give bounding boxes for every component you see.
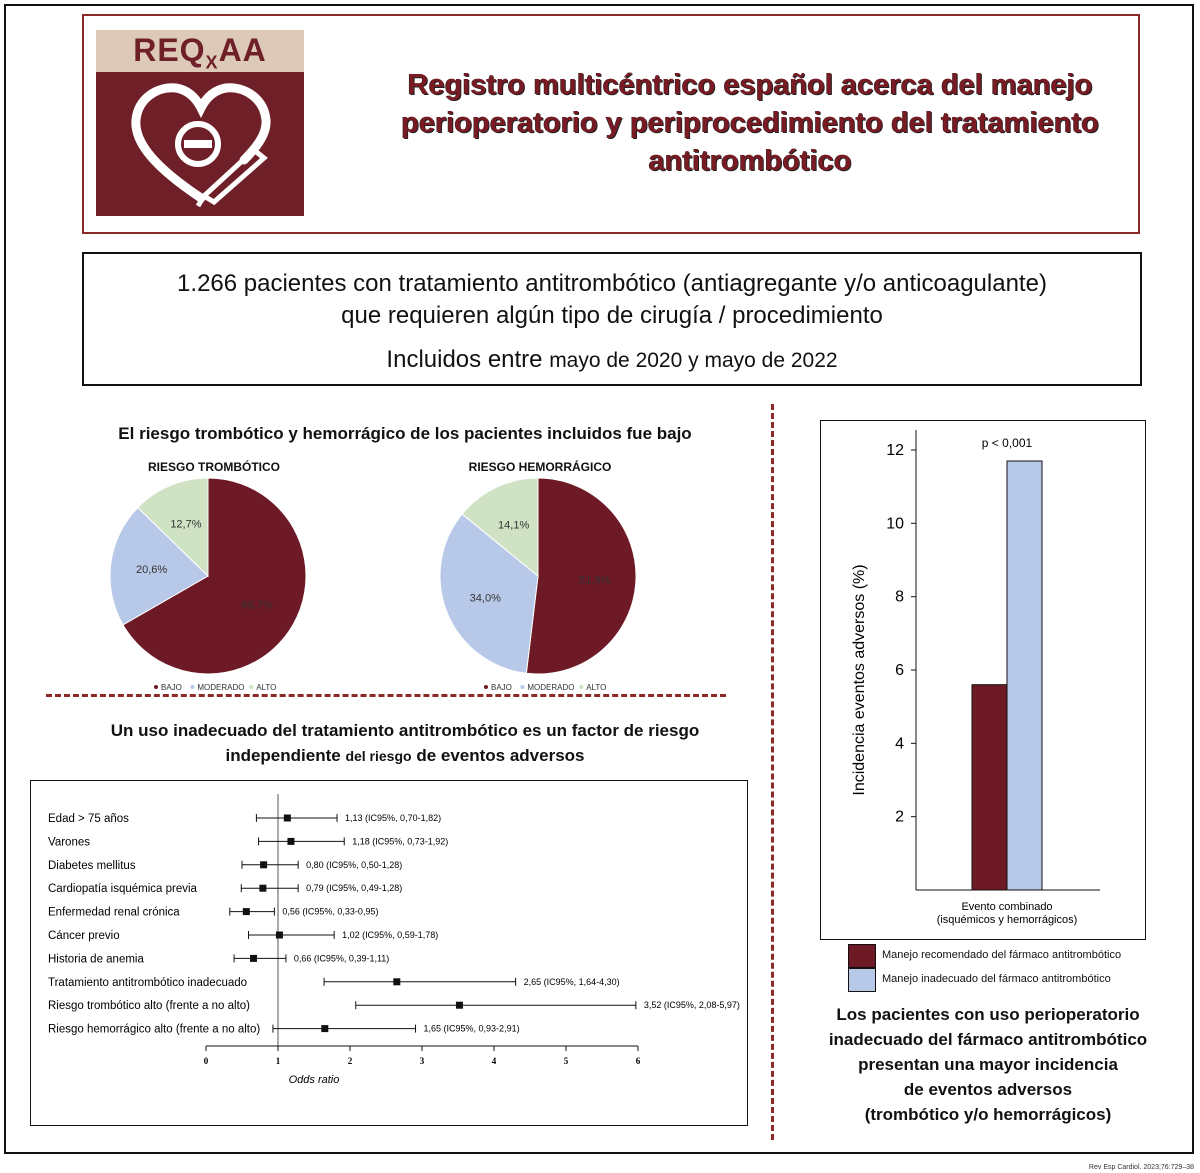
point-estimate	[284, 815, 291, 822]
point-estimate	[287, 838, 294, 845]
pie-legend-label: ALTO	[256, 683, 277, 692]
or-value-label: 1,18 (IC95%, 0,73-1,92)	[352, 836, 449, 847]
conclusion-text: Los pacientes con uso perioperatorio inadecuado del fármaco antitrombótico presentan una mayor incidencia de eventos adversos (trombótico y/o hemorrágicos)	[828, 1005, 1148, 1124]
pie-value-label: 66,7%	[241, 599, 273, 612]
pie-chart-thrombotic	[100, 476, 320, 696]
pie-title-thrombotic: RIESGO TROMBÓTICO	[148, 460, 280, 474]
pie-legend-label: ALTO	[586, 683, 607, 692]
legend-label-inadequate: Manejo inadecuado del fármaco antitrombótico	[882, 973, 1111, 985]
y-tick-label: 12	[886, 442, 904, 459]
forest-row-label: Riesgo hemorrágico alto (frente a no alto)	[48, 1023, 261, 1036]
heart-icon	[126, 78, 276, 208]
point-estimate	[243, 908, 250, 915]
point-estimate	[456, 1002, 463, 1009]
bar-inadequate	[1007, 461, 1042, 890]
pie-chart-hemorrhagic	[430, 476, 650, 696]
forest-plot	[30, 780, 748, 1126]
x-tick-label: 0	[203, 1056, 209, 1066]
page-title: Registro multicéntrico español acerca del manejo perioperatorio y periprocedimiento del tratamiento antitrombótico	[401, 69, 1099, 177]
pie-value-label: 12,7%	[170, 518, 202, 531]
legend-dot-bajo	[484, 685, 488, 689]
or-value-label: 0,80 (IC95%, 0,50-1,28)	[306, 859, 403, 870]
vertical-divider	[771, 404, 774, 1140]
or-value-label: 2,65 (IC95%, 1,64-4,30)	[523, 976, 620, 987]
x-category-sublabel: (isquémicos y hemorrágicos)	[936, 914, 1078, 926]
forest-row-label: Cardiopatía isquémica previa	[48, 883, 197, 896]
pie-legend-label: MODERADO	[197, 683, 245, 692]
forest-row-label: Riesgo trombótico alto (frente a no alto)	[48, 1000, 250, 1013]
or-value-label: 3,52 (IC95%, 2,08-5,97)	[643, 1000, 740, 1011]
y-tick-label: 6	[895, 662, 904, 679]
summary-line-1: 1.266 pacientes con tratamiento antitrombótico (antiagregante y/o anticoagulante)	[177, 270, 1047, 297]
pie-legend-label: BAJO	[161, 683, 182, 692]
summary-text	[82, 268, 1142, 332]
legend-dot-alto	[579, 685, 583, 689]
x-category-label: Evento combinado	[961, 901, 1053, 913]
pie-value-label: 34,0%	[469, 592, 501, 605]
p-value-annotation: p < 0,001	[981, 436, 1033, 450]
pie-legend-label: BAJO	[491, 683, 512, 692]
x-tick-label: 1	[275, 1056, 281, 1066]
pie-title-hemorrhagic: RIESGO HEMORRÁGICO	[468, 460, 612, 474]
y-tick-label: 10	[886, 515, 904, 533]
citation: Rev Esp Cardiol. 2023;76:729–38	[1088, 1164, 1194, 1171]
legend-label-recommended: Manejo recomendado del fármaco antitrombótico	[882, 949, 1122, 961]
legend-swatch-recommended	[848, 944, 876, 968]
point-estimate	[250, 955, 257, 962]
x-tick-label: 3	[419, 1056, 425, 1066]
horizontal-divider	[46, 694, 726, 697]
legend-dot-bajo	[154, 685, 158, 689]
summary-dates: Incluidos entre mayo de 2020 y mayo de 2022	[386, 346, 838, 373]
risk-heading: El riesgo trombótico y hemorrágico de los pacientes incluidos fue bajo	[118, 424, 692, 443]
or-value-label: 1,65 (IC95%, 0,93-2,91)	[423, 1023, 520, 1034]
or-value-label: 1,13 (IC95%, 0,70-1,82)	[345, 813, 442, 823]
forest-row-label: Cáncer previo	[48, 930, 120, 942]
y-tick-label: 8	[895, 588, 904, 606]
summary-line-2: que requieren algún tipo de cirugía / procedimiento	[341, 302, 883, 329]
forest-row-label: Historia de anemia	[48, 953, 144, 966]
x-tick-label: 5	[563, 1056, 569, 1066]
pie-value-label: 14,1%	[498, 519, 530, 532]
pie-value-label: 51,9%	[579, 574, 611, 587]
point-estimate	[321, 1025, 328, 1032]
logo-text: $REQ_XAA$	[133, 32, 267, 73]
or-value-label: 0,79 (IC95%, 0,49-1,28)	[306, 883, 403, 894]
pie-legend-label: MODERADO	[527, 683, 575, 692]
or-value-label: 1,02 (IC95%, 0,59-1,78)	[342, 930, 439, 940]
forest-heading: Un uso inadecuado del tratamiento antitrombótico es un factor de riesgo independiente del riesgo de eventos adversos	[110, 721, 700, 765]
point-estimate	[259, 885, 266, 892]
x-tick-label: 4	[491, 1056, 497, 1066]
forest-row-label: Enfermedad renal crónica	[48, 906, 180, 919]
legend-dot-alto	[249, 685, 253, 689]
legend-dot-moderado	[520, 685, 524, 689]
legend-swatch-inadequate	[848, 968, 876, 992]
or-value-label: 0,66 (IC95%, 0,39-1,11)	[293, 953, 390, 964]
point-estimate	[393, 978, 400, 985]
x-tick-label: 6	[635, 1056, 641, 1066]
or-value-label: 0,56 (IC95%, 0,33-0,95)	[282, 906, 379, 917]
forest-row-label: Diabetes mellitus	[48, 859, 136, 872]
pie-value-label: 20,6%	[136, 563, 168, 576]
bar-recommended	[972, 685, 1007, 890]
y-tick-label: 4	[895, 735, 904, 753]
point-estimate	[260, 861, 267, 868]
y-tick-label: 2	[895, 808, 904, 826]
legend-dot-moderado	[190, 685, 194, 689]
y-axis-label: Incidencia eventos adversos (%)	[851, 564, 868, 796]
forest-row-label: Varones	[48, 836, 90, 849]
forest-row-label: Edad > 75 años	[48, 813, 129, 825]
x-tick-label: 2	[347, 1056, 353, 1066]
forest-row-label: Tratamiento antitrombótico inadecuado	[48, 976, 248, 989]
x-axis-label: Odds ratio	[288, 1074, 340, 1086]
bar-chart	[820, 420, 1146, 940]
point-estimate	[276, 932, 283, 939]
